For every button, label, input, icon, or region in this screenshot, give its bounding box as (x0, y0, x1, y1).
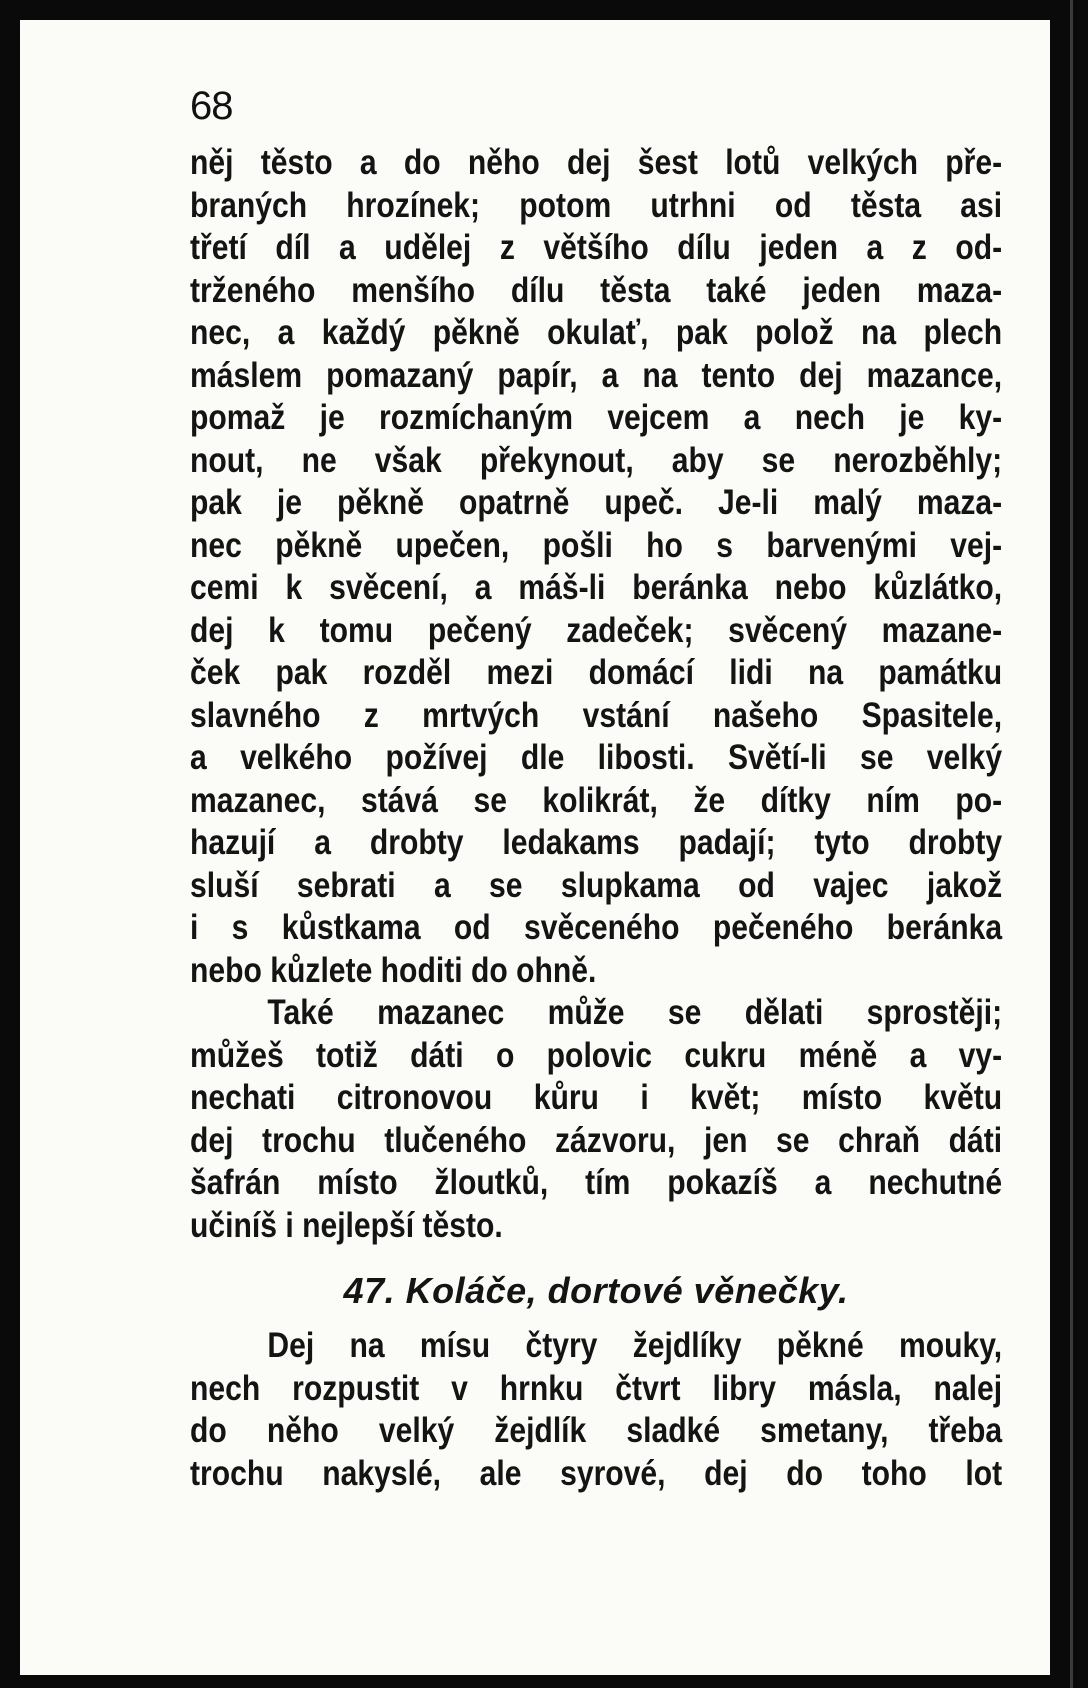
text-line: dej k tomu pečený zadeček; svěcený mazane- (190, 610, 1003, 650)
text-line: trženého menšího dílu těsta také jeden maza- (190, 270, 1003, 310)
text-line: máslem pomazaný papír, a na tento dej mazance, (190, 355, 1003, 395)
page-number: 68 (190, 84, 233, 128)
text-line: nebo kůzlete hoditi do ohně. (190, 950, 597, 990)
text-line: a velkého požívej dle libosti. Světí-li se velký (190, 738, 1003, 777)
text-line: pomaž je rozmíchaným vejcem a nech je ky- (190, 398, 1003, 437)
text-line: nechati citronovou kůru i květ; místo květu (190, 1078, 1003, 1117)
text-line: Dej na mísu čtyry žejdlíky pěkné mouky, (267, 1326, 1003, 1365)
scan-border-right (1062, 0, 1088, 1688)
text-line: cemi k svěcení, a máš-li beránka nebo kůzlátko, (190, 568, 1003, 607)
text-line: dej trochu tlučeného zázvoru, jen se chraň dáti (190, 1120, 1003, 1160)
text-line: třetí díl a udělej z většího dílu jeden a z od- (190, 228, 1003, 267)
text-line: trochu nakyslé, ale syrové, dej do toho lot (190, 1453, 1003, 1493)
text-line: i s kůstkama od svěceného pečeného beránka (190, 908, 1003, 947)
section-heading: 47. Koláče, dortové věnečky. (343, 1270, 849, 1311)
text-line: nout, ne však překynout, aby se nerozběhly; (190, 440, 1003, 480)
page-text (190, 142, 1002, 1495)
text-line: můžeš totiž dáti o polovic cukru méně a vy- (190, 1035, 1003, 1075)
scan-edge-line (1070, 0, 1073, 1688)
text-line: šafrán místo žloutků, tím pokazíš a nechutné (190, 1163, 1003, 1202)
text-line: braných hrozínek; potom utrhni od těsta asi (190, 185, 1003, 225)
text-line: sluší sebrati a se slupkama od vajec jakož (190, 865, 1003, 905)
paragraph-kolace (190, 1325, 1002, 1495)
text-line: něj těsto a do něho dej šest lotů velkých pře- (190, 143, 1003, 182)
text-line: Také mazanec může se dělati sprostěji; (267, 993, 1003, 1032)
text-line: nech rozpustit v hrnku čtvrt libry másla, nalej (190, 1368, 1003, 1408)
text-line: nec pěkně upečen, pošli ho s barvenými vej- (190, 525, 1003, 565)
text-line: pak je pěkně opatrně upeč. Je-li malý maza- (190, 483, 1003, 522)
text-line: hazují a drobty ledakams padají; tyto drobty (190, 823, 1003, 862)
text-line: mazanec, stává se kolikrát, že dítky ním po- (190, 780, 1003, 820)
text-line: do něho velký žejdlík sladké smetany, třeba (190, 1411, 1003, 1450)
paragraph-easter-cake (190, 142, 1002, 992)
text-line: slavného z mrtvých vstání našeho Spasitele, (190, 695, 1003, 735)
text-line: ček pak rozděl mezi domácí lidi na památku (190, 653, 1003, 692)
text-line: učiníš i nejlepší těsto. (190, 1205, 503, 1245)
paragraph-simpler-variant (190, 992, 1002, 1247)
text-line: nec, a každý pěkně okulať, pak polož na plech (190, 313, 1003, 352)
